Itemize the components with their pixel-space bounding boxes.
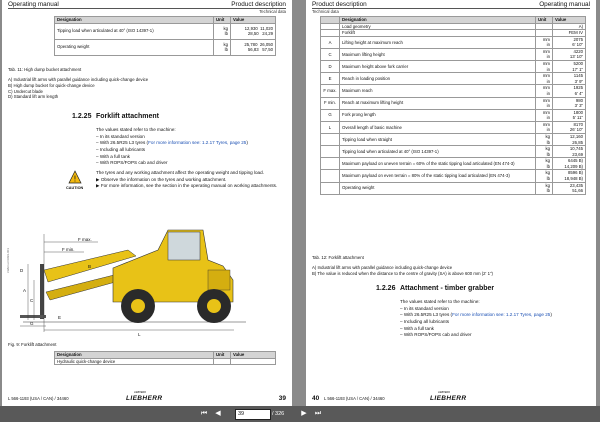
cell [321,182,340,194]
cell: A) [578,23,583,29]
cell: 5' 11" [572,115,583,121]
cell: lb [224,47,228,53]
dim-label: A [23,288,27,293]
cell: 18,948 B) [564,176,583,182]
col-designation: Designation [55,352,214,359]
col-unit: Unit [536,17,553,24]
header-right: Operating manual [539,1,590,8]
high-dump-table [54,16,276,56]
cell: lb [546,151,550,157]
table-row [321,133,586,145]
cell: kg [223,41,228,47]
section-number: 1.2.26 [376,285,396,292]
caution-warning-icon [68,170,82,184]
chevron-left-icon[interactable]: ◀ [215,410,221,417]
cell: Overall length of basic machine [340,121,536,133]
cell: mm [542,109,550,115]
cell: 26,85 [572,139,583,145]
table-row [321,146,586,158]
cell: kg [545,158,550,164]
header-right: Product description [231,1,286,8]
cell: mm [542,61,550,67]
dim-label: L [138,332,141,337]
cell: lb [224,31,228,37]
table-row [321,158,586,170]
col-designation: Designation [55,17,214,24]
cell: 12,930 11,020 [244,25,273,31]
cell: E [321,73,340,85]
cell: kg [545,170,550,176]
cell: 980 [575,97,583,103]
quick-change-table [54,351,276,365]
cell: 28,50 24,29 [247,31,273,37]
table-row [321,182,586,194]
liebherr-logo: LIEBHERR [430,395,467,402]
logo-small: LIEBHERR [134,391,146,394]
fork-carrier [40,264,44,319]
cell: lb [546,188,550,194]
list-item: ▶ For more information, see the section in the operating manual on working attachments. [96,183,278,189]
caution-label: CAUTION [66,186,84,190]
cell: Maximum payload on uneven terrain = 60% of the static tipping load articulated (EN 474-3) [340,158,536,170]
cell: FEM IV [568,30,583,36]
cell: Reach at maximum lifting height [340,97,536,109]
fork-prong [20,315,46,318]
footnote: B) High dump bucket for quick-change device [8,82,95,88]
forklift-figure [18,220,248,340]
list-item: – With 26.5R25 L3 tyres (For more information see: 1.2.17 Tyres, page 25) [400,312,552,318]
table-caption: Tab. 12: Forklift attachment [312,255,364,260]
dim-label: F min. [62,247,75,252]
cell: in [546,78,550,84]
footnote: C) Undercut blade [8,88,43,94]
cell: 6' 4" [574,90,583,96]
cell: 8596 B) [567,170,583,176]
cell: Maximum height above fork carrier [340,61,536,73]
header-left: Product description [312,1,367,8]
dim-label: C [30,298,34,303]
intro-text: The values stated refer to the machine: [400,299,480,304]
cell: mm [542,85,550,91]
section-title: Attachment - timber grabber [400,285,495,292]
cell: mm [542,73,550,79]
page-40 [306,0,596,406]
cell: in [546,66,550,72]
table-row [321,30,586,37]
cell: Tipping load when straight [340,133,536,145]
cell: 6445 B) [567,158,583,164]
cell: kg [545,182,550,188]
col-value: Value [553,17,586,24]
cell: Fork prong length [340,109,536,121]
footnote: B) The value is reduced when the distance to the centre of gravity (SA) is above 600 mm (2' 1") [312,270,493,276]
table-row [321,85,586,97]
cell [321,146,340,158]
intro-text: The values stated refer to the machine: [96,127,176,132]
section-heading [376,285,494,292]
cell: Forklift [340,30,536,37]
dim-label: D [20,268,24,273]
chevron-right-icon[interactable]: ▶ [301,410,307,417]
cell: kg [545,146,550,152]
cell: mm [542,97,550,103]
figure-caption: Fig. 9: Forklift attachment [8,342,57,347]
cell: Maximum lifting height [340,48,536,60]
table-row [321,121,586,133]
skip-last-icon[interactable]: ⏭ [314,410,322,417]
table-row [321,48,586,60]
cell: Hydraulic quick-change device [55,358,214,365]
table-row [321,61,586,73]
col-designation: Designation [340,17,536,24]
forklift-data-table [320,16,586,195]
svg-text:!: ! [73,174,77,184]
footer-code: L 566-1193 (USA / CAN) / 34460 [324,396,385,401]
col-label [321,17,340,24]
list-item: – In its standard version [96,133,145,139]
dim-label: B [88,264,92,269]
header-sub: Technical data [312,9,339,14]
cell: 6' 10" [572,42,583,48]
cell: 51,66 [572,188,583,194]
cell: in [546,115,550,121]
list-item: – With ROPS/FOPS cab and driver [400,332,472,338]
cell: mm [542,36,550,42]
list-item: – Including all lubricants [400,318,450,324]
table-row [55,39,276,55]
table-row [321,97,586,109]
dim-label: E [58,315,62,320]
cell: C [321,48,340,60]
cell [321,23,340,30]
cell: 5200 [573,61,583,67]
page-number: 39 [278,395,286,402]
cell: 10,745 [569,146,583,152]
page-footer [8,392,286,402]
dim-label: G [30,321,34,326]
section-heading [72,113,159,120]
list-item: ▶ Observe the information on the tyres and working attachment. [96,176,227,182]
cell: F max. [321,85,340,97]
cell [321,30,340,37]
cell: 1925 [573,85,583,91]
cell: kg [545,133,550,139]
cell: in [546,90,550,96]
cell: mm [542,48,550,54]
cell: lb [546,176,550,182]
cell: Operating weight [340,182,536,194]
cell: 26' 10" [569,127,583,133]
cell [321,158,340,170]
cell: 8170 [573,121,583,127]
cell: 4220 [573,48,583,54]
tyres-link[interactable]: For more information see: 1.2.17 Tyres, page 25 [148,140,247,146]
footnotes [312,265,493,277]
caution-text: The tyres and any working attachment affect the operating weight and tipping load. [96,170,264,175]
list-item: – Including all lubricants [96,146,146,152]
cell: 1800 [573,109,583,115]
cell: Tipping load when articulated at 40° (ISO 14397-1) [55,23,214,39]
section-number: 1.2.25 [72,113,92,120]
cell: 3' 3" [574,103,583,109]
cell: in [546,42,550,48]
col-value: Value [231,17,276,24]
cell: Lifting height at maximum reach [340,36,536,48]
cell [321,133,340,145]
list-item: – In its standard version [400,305,449,311]
col-unit: Unit [214,17,231,24]
footnote: A) Industrial lift arms with parallel guidance including quick-change device [8,77,149,82]
header-sub: Technical data [259,9,286,14]
cell: in [546,127,550,133]
table-row [55,358,276,365]
table-row [55,23,276,39]
cell: L [321,121,340,133]
pdf-viewer-toolbar [0,406,600,422]
col-value: Value [231,352,276,359]
page-39 [2,0,292,406]
table-row [321,23,586,30]
footer-code: L 566-1193 (USA / CAN) / 34460 [8,396,69,401]
table-row [321,109,586,121]
cell: Maximum reach [340,85,536,97]
skip-first-icon[interactable]: ⏮ [200,410,208,417]
cell: G [321,109,340,121]
caution-block [96,170,286,190]
footnotes [8,77,148,100]
side-id: LWE/rod 9999-003 [6,248,10,273]
cell: Operating weight [55,39,214,55]
table-caption: Tab. 11: High dump bucket attachment [8,67,82,72]
list-item: – With 26.5R25 L3 tyres (For more information see: 1.2.17 Tyres, page 25) [96,140,248,146]
cell: in [546,103,550,109]
cell: 23,69 [572,151,583,157]
col-unit: Unit [214,352,231,359]
cell: kg [223,25,228,31]
table-row [321,73,586,85]
cell: 3' 9" [574,78,583,84]
cell: A [321,36,340,48]
page-number-input[interactable]: 39 [235,409,271,420]
list-item: – With ROPS/FOPS cab and driver [96,160,168,166]
list-item: – With a full tank [96,153,130,159]
cell: Maximum payload on even terrain = 80% of the static tipping load articulated (EN 474-3) [340,170,536,182]
page-total: / 326 [272,411,285,417]
list-item: – With a full tank [400,325,434,331]
cell: 12,160 [569,133,583,139]
section-body [400,299,590,339]
section-title: Forklift attachment [96,113,160,120]
cell: 56,83 57,50 [247,47,273,53]
cell: mm [542,121,550,127]
cell: lb [546,139,550,145]
cell: 23,435 [569,182,583,188]
cell: 14,209 B) [564,163,583,169]
table-row [321,36,586,48]
cell [321,170,340,182]
logo-small: LIEBHERR [438,391,450,394]
page-footer [312,392,590,402]
cell: Load geometry [340,23,536,30]
cell: 13' 10" [569,54,583,60]
dim-label: F max. [78,237,92,242]
cab-window [168,232,200,260]
header-rule [8,8,286,9]
cell: 1145 [573,73,583,79]
cell: Tipping load when articulated at 40° (ISO 14397-1) [340,146,536,158]
cell: 2075 [573,36,583,42]
footnote: D) Standard lift arm length [8,94,59,100]
cell: F min. [321,97,340,109]
cell: 25,780 26,050 [244,41,273,47]
header-left: Operating manual [8,1,59,8]
cell: D [321,61,340,73]
liebherr-logo: LIEBHERR [126,395,163,402]
caution-item: Observe the information on the tyres and working attachment. [100,176,227,182]
cell: Reach in loading position [340,73,536,85]
page-number: 40 [312,395,320,402]
cell: in [546,54,550,60]
cell: 17' 1" [572,66,583,72]
cell: lb [546,163,550,169]
section-body [96,127,286,167]
table-row [321,170,586,182]
caution-item: For more information, see the section in the operating manual on working attachments. [100,183,278,189]
header-rule [312,8,590,9]
footnote: A) Industrial lift arms with parallel guidance including quick-change device [312,265,453,270]
tyres-link[interactable]: For more information see: 1.2.17 Tyres, page 25 [452,312,551,318]
